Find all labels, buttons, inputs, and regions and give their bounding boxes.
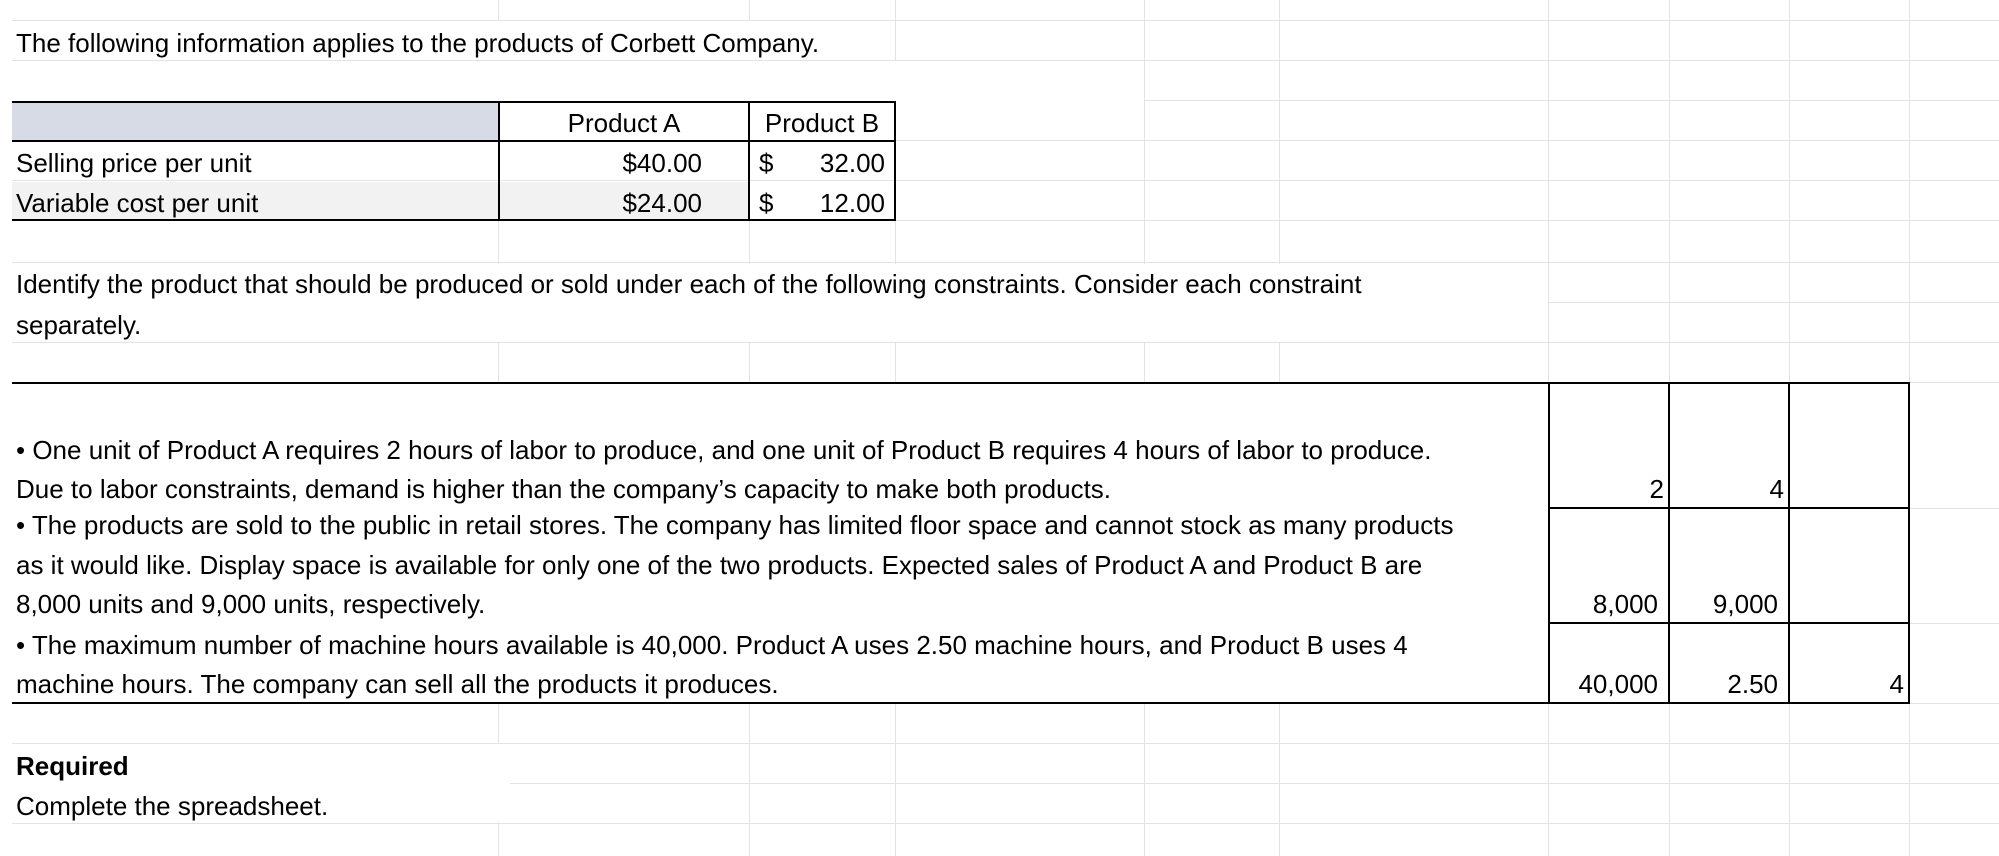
constraint-3-value-extra[interactable]: 4	[1889, 669, 1904, 699]
intro-text: The following information applies to the products of Corbett Company.	[16, 28, 820, 58]
row-label-variable-cost[interactable]: Variable cost per unit	[16, 188, 259, 218]
constraint-2-value-product-a[interactable]: 8,000	[1592, 589, 1658, 619]
row-label-selling-price[interactable]: Selling price per unit	[16, 148, 252, 178]
instruction-line-2: separately.	[16, 310, 142, 340]
constraint-3-line-1: • The maximum number of machine hours available is 40,000. Product A uses 2.50 machine hours, and Product B uses 4	[16, 630, 1408, 660]
constraint-3-value-product-b[interactable]: 2.50	[1727, 669, 1778, 699]
constraint-3-line-2: machine hours. The company can sell all the products it produces.	[16, 669, 779, 699]
selling-price-product-a[interactable]: $40.00	[622, 148, 702, 178]
required-text: Complete the spreadsheet.	[16, 791, 329, 821]
header-product-b[interactable]: Product B	[764, 108, 880, 138]
variable-cost-product-b-currency: $	[759, 188, 774, 218]
constraint-1-value-product-b[interactable]: 4	[1769, 474, 1784, 504]
constraint-1-line-2: Due to labor constraints, demand is higher than the company’s capacity to make both products.	[16, 474, 1112, 504]
constraint-3-value-product-a[interactable]: 40,000	[1578, 669, 1658, 699]
constraint-2-line-2: as it would like. Display space is available for only one of the two products. Expected sales of Product A and Product B are	[16, 550, 1423, 580]
header-product-a[interactable]: Product A	[567, 108, 681, 138]
selling-price-product-b-currency: $	[759, 148, 774, 178]
constraint-1-line-1: • One unit of Product A requires 2 hours of labor to produce, and one unit of Product B requires 4 hours of labor to produce.	[16, 435, 1432, 465]
variable-cost-product-a[interactable]: $24.00	[622, 188, 702, 218]
constraint-2-line-3: 8,000 units and 9,000 units, respectively.	[16, 589, 486, 619]
selling-price-product-b[interactable]: 32.00	[819, 148, 885, 178]
variable-cost-product-b[interactable]: 12.00	[819, 188, 885, 218]
instruction-line-1: Identify the product that should be produced or sold under each of the following constraints. Consider each constraint	[16, 269, 1362, 299]
constraint-1-value-product-a[interactable]: 2	[1649, 474, 1664, 504]
constraint-2-line-1: • The products are sold to the public in retail stores. The company has limited floor space and cannot stock as many products	[16, 510, 1454, 540]
required-heading: Required	[16, 751, 129, 781]
constraint-2-value-product-b[interactable]: 9,000	[1712, 589, 1778, 619]
